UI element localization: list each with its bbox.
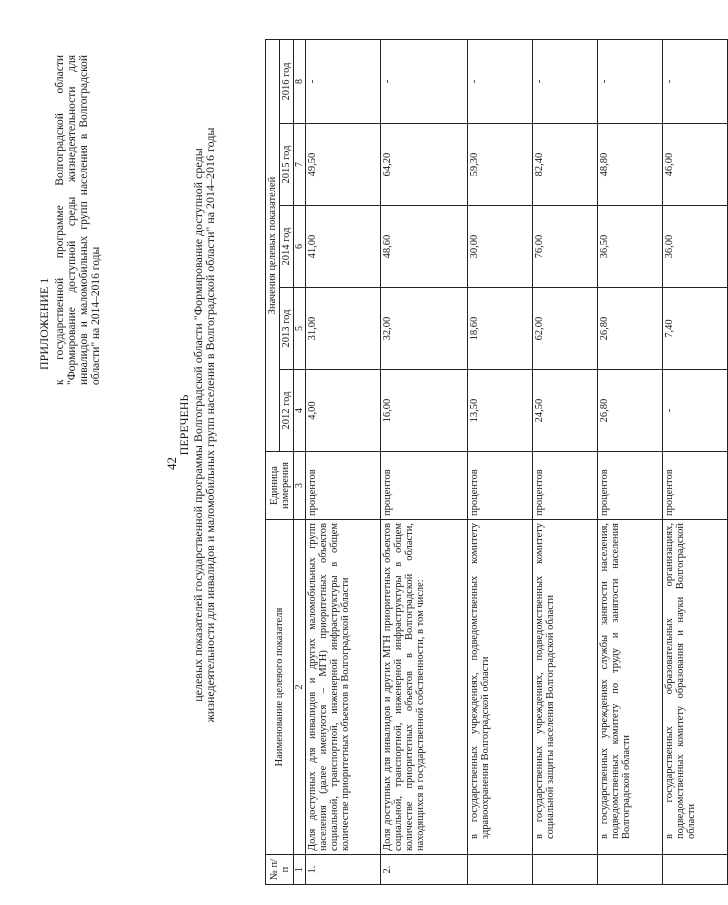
row-unit: процентов — [663, 452, 728, 520]
row-num — [663, 855, 728, 885]
row-value: 48,60 — [381, 206, 468, 288]
heading-title: ПЕРЕЧЕНЬ — [177, 394, 191, 456]
indicators-table — [265, 39, 728, 885]
row-value: 26,80 — [598, 370, 663, 452]
table-row — [598, 40, 663, 885]
row-unit: процентов — [381, 452, 468, 520]
page-number: 42 — [164, 457, 179, 470]
appendix-title: ПРИЛОЖЕНИЕ 1 — [37, 277, 51, 370]
row-name-text: в государственных учреждениях, подведомственных комитету социальной защиты населения Волгоградской области — [534, 523, 556, 839]
table-row — [468, 40, 533, 885]
row-value: 7,40 — [663, 288, 728, 370]
appendix-text: к государственной программе Волгоградской области "Формирование доступной среды жизнедеятельности для инвалидов и маломобильных групп населения в Волгоградской области" на 2014–2016 годы — [54, 55, 102, 385]
table-row — [381, 40, 468, 885]
row-value: 18,60 — [468, 288, 533, 370]
table-row — [306, 40, 381, 885]
row-value: - — [663, 370, 728, 452]
row-num: 1. — [306, 855, 381, 885]
row-name-text: в государственных образовательных организациях, подведомственных комитету образования и науки Волгоградской области — [664, 523, 697, 839]
header-year: 2015 год — [280, 124, 294, 206]
header-unit: Единица измерения — [266, 452, 294, 520]
row-value: 41,00 — [306, 206, 381, 288]
row-name — [533, 520, 598, 855]
row-value: 64,20 — [381, 124, 468, 206]
row-value: - — [381, 40, 468, 124]
column-number: 6 — [294, 206, 306, 288]
column-number: 7 — [294, 124, 306, 206]
row-value: 4,00 — [306, 370, 381, 452]
row-name-text: в государственных учреждениях службы занятости населения, подведомственных комитету по труду и занятости населения Волгоградской области — [599, 523, 632, 839]
column-number: 1 — [294, 855, 306, 885]
row-unit: процентов — [598, 452, 663, 520]
header-num: № п/п — [266, 855, 294, 885]
row-num — [468, 855, 533, 885]
row-value: - — [533, 40, 598, 124]
row-value: 62,00 — [533, 288, 598, 370]
column-number: 5 — [294, 288, 306, 370]
row-value: 48,80 — [598, 124, 663, 206]
row-value: - — [306, 40, 381, 124]
table-row — [533, 40, 598, 885]
row-value: 36,00 — [663, 206, 728, 288]
row-name — [663, 520, 728, 855]
row-value: 32,00 — [381, 288, 468, 370]
header-values-group: Значения целевых показателей — [266, 40, 280, 452]
column-number: 2 — [294, 520, 306, 855]
row-num — [533, 855, 598, 885]
header-year: 2013 год — [280, 288, 294, 370]
row-value: 30,00 — [468, 206, 533, 288]
row-value: 16,00 — [381, 370, 468, 452]
row-name — [468, 520, 533, 855]
column-number: 8 — [294, 40, 306, 124]
row-unit: процентов — [306, 452, 381, 520]
row-value: 13,50 — [468, 370, 533, 452]
row-value: 82,40 — [533, 124, 598, 206]
row-unit: процентов — [533, 452, 598, 520]
row-value: 76,00 — [533, 206, 598, 288]
header-year: 2012 год — [280, 370, 294, 452]
row-value: - — [598, 40, 663, 124]
row-name: Доля доступных для инвалидов и других МГН приоритетных объектов социальной, транспортной, инженерной инфраструктуры в общем количестве приоритетных объектов в Волгоградской области, находящихся в государственной собственности, в том числе: — [381, 520, 468, 855]
header-year: 2016 год — [280, 40, 294, 124]
row-name — [598, 520, 663, 855]
row-value: 49,50 — [306, 124, 381, 206]
row-num — [598, 855, 663, 885]
row-num: 2. — [381, 855, 468, 885]
row-value: 46,00 — [663, 124, 728, 206]
column-number: 3 — [294, 452, 306, 520]
header-year: 2014 год — [280, 206, 294, 288]
row-value: 59,30 — [468, 124, 533, 206]
column-number: 4 — [294, 370, 306, 452]
row-name: Доля доступных для инвалидов и других маломобильных групп населения (далее именуются – МГН) приоритетных объектов социальной, транспортной, инженерной инфраструктуры в общем количестве приоритетных объектов в Волгоградской области — [306, 520, 381, 855]
row-value: 24,50 — [533, 370, 598, 452]
appendix-block — [38, 55, 102, 385]
row-value: - — [468, 40, 533, 124]
row-unit: процентов — [468, 452, 533, 520]
row-value: 31,00 — [306, 288, 381, 370]
heading-subtitle: целевых показателей государственной программы Волгоградской области "Формирование доступной среды жизнедеятельности для инвалидов и маломобильных групп населения в Волгоградской области" на 2014–2016 годы — [191, 127, 217, 723]
row-name-text: в государственных учреждениях, подведомственных комитету здравоохранения Волгоградской области — [469, 523, 491, 839]
header-name: Наименование целевого показателя — [266, 520, 294, 855]
row-value: 36,50 — [598, 206, 663, 288]
table-row — [663, 40, 728, 885]
row-value: - — [663, 40, 728, 124]
row-value: 26,80 — [598, 288, 663, 370]
document-heading — [178, 125, 216, 725]
